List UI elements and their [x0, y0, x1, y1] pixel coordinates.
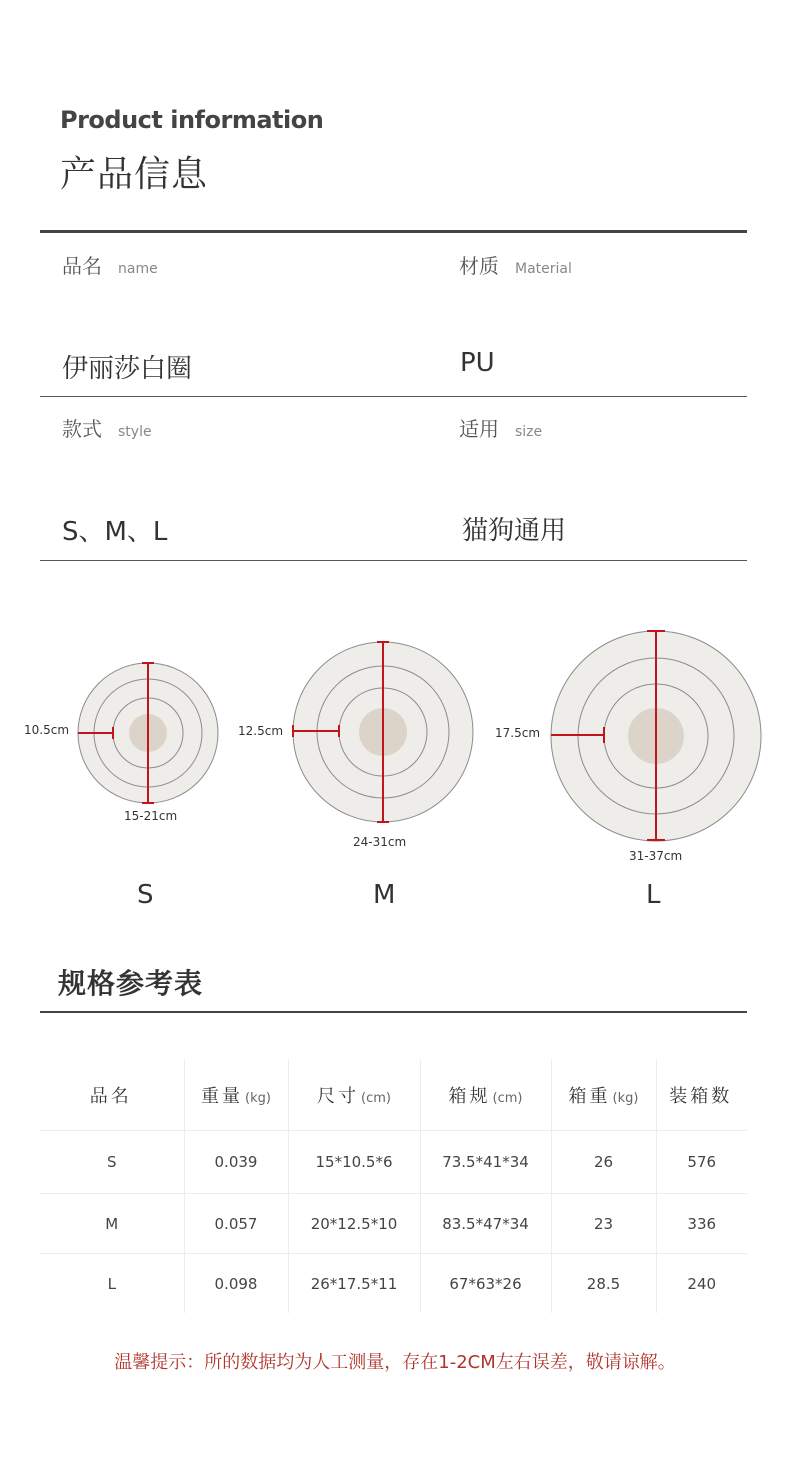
cone-l-diagram: [551, 631, 761, 841]
diameter-label-s: 15-21cm: [124, 809, 178, 823]
column-header: [420, 1060, 551, 1131]
size-letter-m: M: [373, 880, 396, 910]
divider: [40, 230, 747, 233]
name-label-zh: 品名: [62, 254, 102, 278]
radial-label-l: 17.5cm: [495, 726, 541, 740]
size-letter-s: S: [137, 880, 154, 910]
cone-m-diagram: [293, 642, 473, 822]
cone-size-diagram: [0, 600, 790, 860]
table-cell: 576: [656, 1131, 747, 1194]
material-value: PU: [460, 348, 495, 378]
size-label: [459, 413, 542, 442]
material-label-zh: 材质: [459, 254, 499, 278]
radial-label-m: 12.5cm: [238, 724, 284, 738]
column-header: [656, 1060, 747, 1131]
diameter-label-m: 24-31cm: [353, 835, 407, 849]
table-cell: 0.039: [184, 1131, 288, 1194]
spec-table: [40, 1060, 747, 1313]
table-cell: 0.098: [184, 1254, 288, 1314]
name-value: 伊丽莎白圈: [62, 354, 193, 384]
table-cell: 73.5*41*34: [420, 1131, 551, 1194]
name-label-en: name: [118, 261, 158, 277]
size-label-en: size: [515, 424, 543, 440]
style-value: S、M、L: [62, 517, 168, 547]
column-header-unit: (kg): [245, 1091, 271, 1106]
table-cell: L: [40, 1254, 184, 1314]
table-cell: 0.057: [184, 1194, 288, 1254]
material-label: [459, 250, 572, 279]
table-cell: 240: [656, 1254, 747, 1314]
title-zh: 产品信息: [60, 154, 209, 195]
table-row: [40, 1194, 747, 1254]
table-row: [40, 1131, 747, 1194]
table-cell: M: [40, 1194, 184, 1254]
column-header-label: 箱规: [448, 1086, 491, 1107]
table-cell: 336: [656, 1194, 747, 1254]
table-cell: S: [40, 1131, 184, 1194]
spec-table-title: 规格参考表: [58, 967, 204, 1000]
table-header-row: [40, 1060, 747, 1131]
size-label-zh: 适用: [459, 417, 499, 441]
column-header-label: 箱重: [568, 1086, 611, 1107]
style-label-zh: 款式: [62, 417, 102, 441]
column-header: [184, 1060, 288, 1131]
column-header-unit: (cm): [361, 1091, 391, 1106]
table-cell: 67*63*26: [420, 1254, 551, 1314]
name-label: [62, 250, 158, 279]
table-cell: 83.5*47*34: [420, 1194, 551, 1254]
table-row: [40, 1254, 747, 1314]
column-header: [40, 1060, 184, 1131]
column-header-unit: (cm): [492, 1091, 523, 1106]
radial-label-s: 10.5cm: [24, 723, 70, 737]
table-cell: 20*12.5*10: [288, 1194, 420, 1254]
size-letter-l: L: [646, 880, 661, 910]
column-header-unit: (kg): [612, 1091, 639, 1106]
column-header-label: 装箱数: [669, 1086, 733, 1107]
table-cell: 28.5: [551, 1254, 656, 1314]
cone-s-diagram: [78, 663, 218, 803]
column-header-label: 品名: [89, 1086, 132, 1107]
column-header-label: 尺寸: [317, 1086, 360, 1107]
table-cell: 26: [551, 1131, 656, 1194]
table-cell: 23: [551, 1194, 656, 1254]
title-en: Product information: [60, 106, 324, 134]
table-cell: 15*10.5*6: [288, 1131, 420, 1194]
style-label-en: style: [118, 424, 152, 440]
measurement-tip: 温馨提示：所的数据均为人工测量，存在1-2CM左右误差，敬请谅解。: [114, 1352, 676, 1373]
divider: [40, 1011, 747, 1013]
style-label: [62, 413, 152, 442]
size-value: 猫狗通用: [462, 516, 567, 546]
divider: [40, 396, 747, 397]
column-header: [551, 1060, 656, 1131]
divider: [40, 560, 747, 561]
table-cell: 26*17.5*11: [288, 1254, 420, 1314]
material-label-en: Material: [515, 261, 572, 277]
column-header: [288, 1060, 420, 1131]
diameter-label-l: 31-37cm: [629, 849, 683, 863]
column-header-label: 重量: [201, 1086, 244, 1107]
